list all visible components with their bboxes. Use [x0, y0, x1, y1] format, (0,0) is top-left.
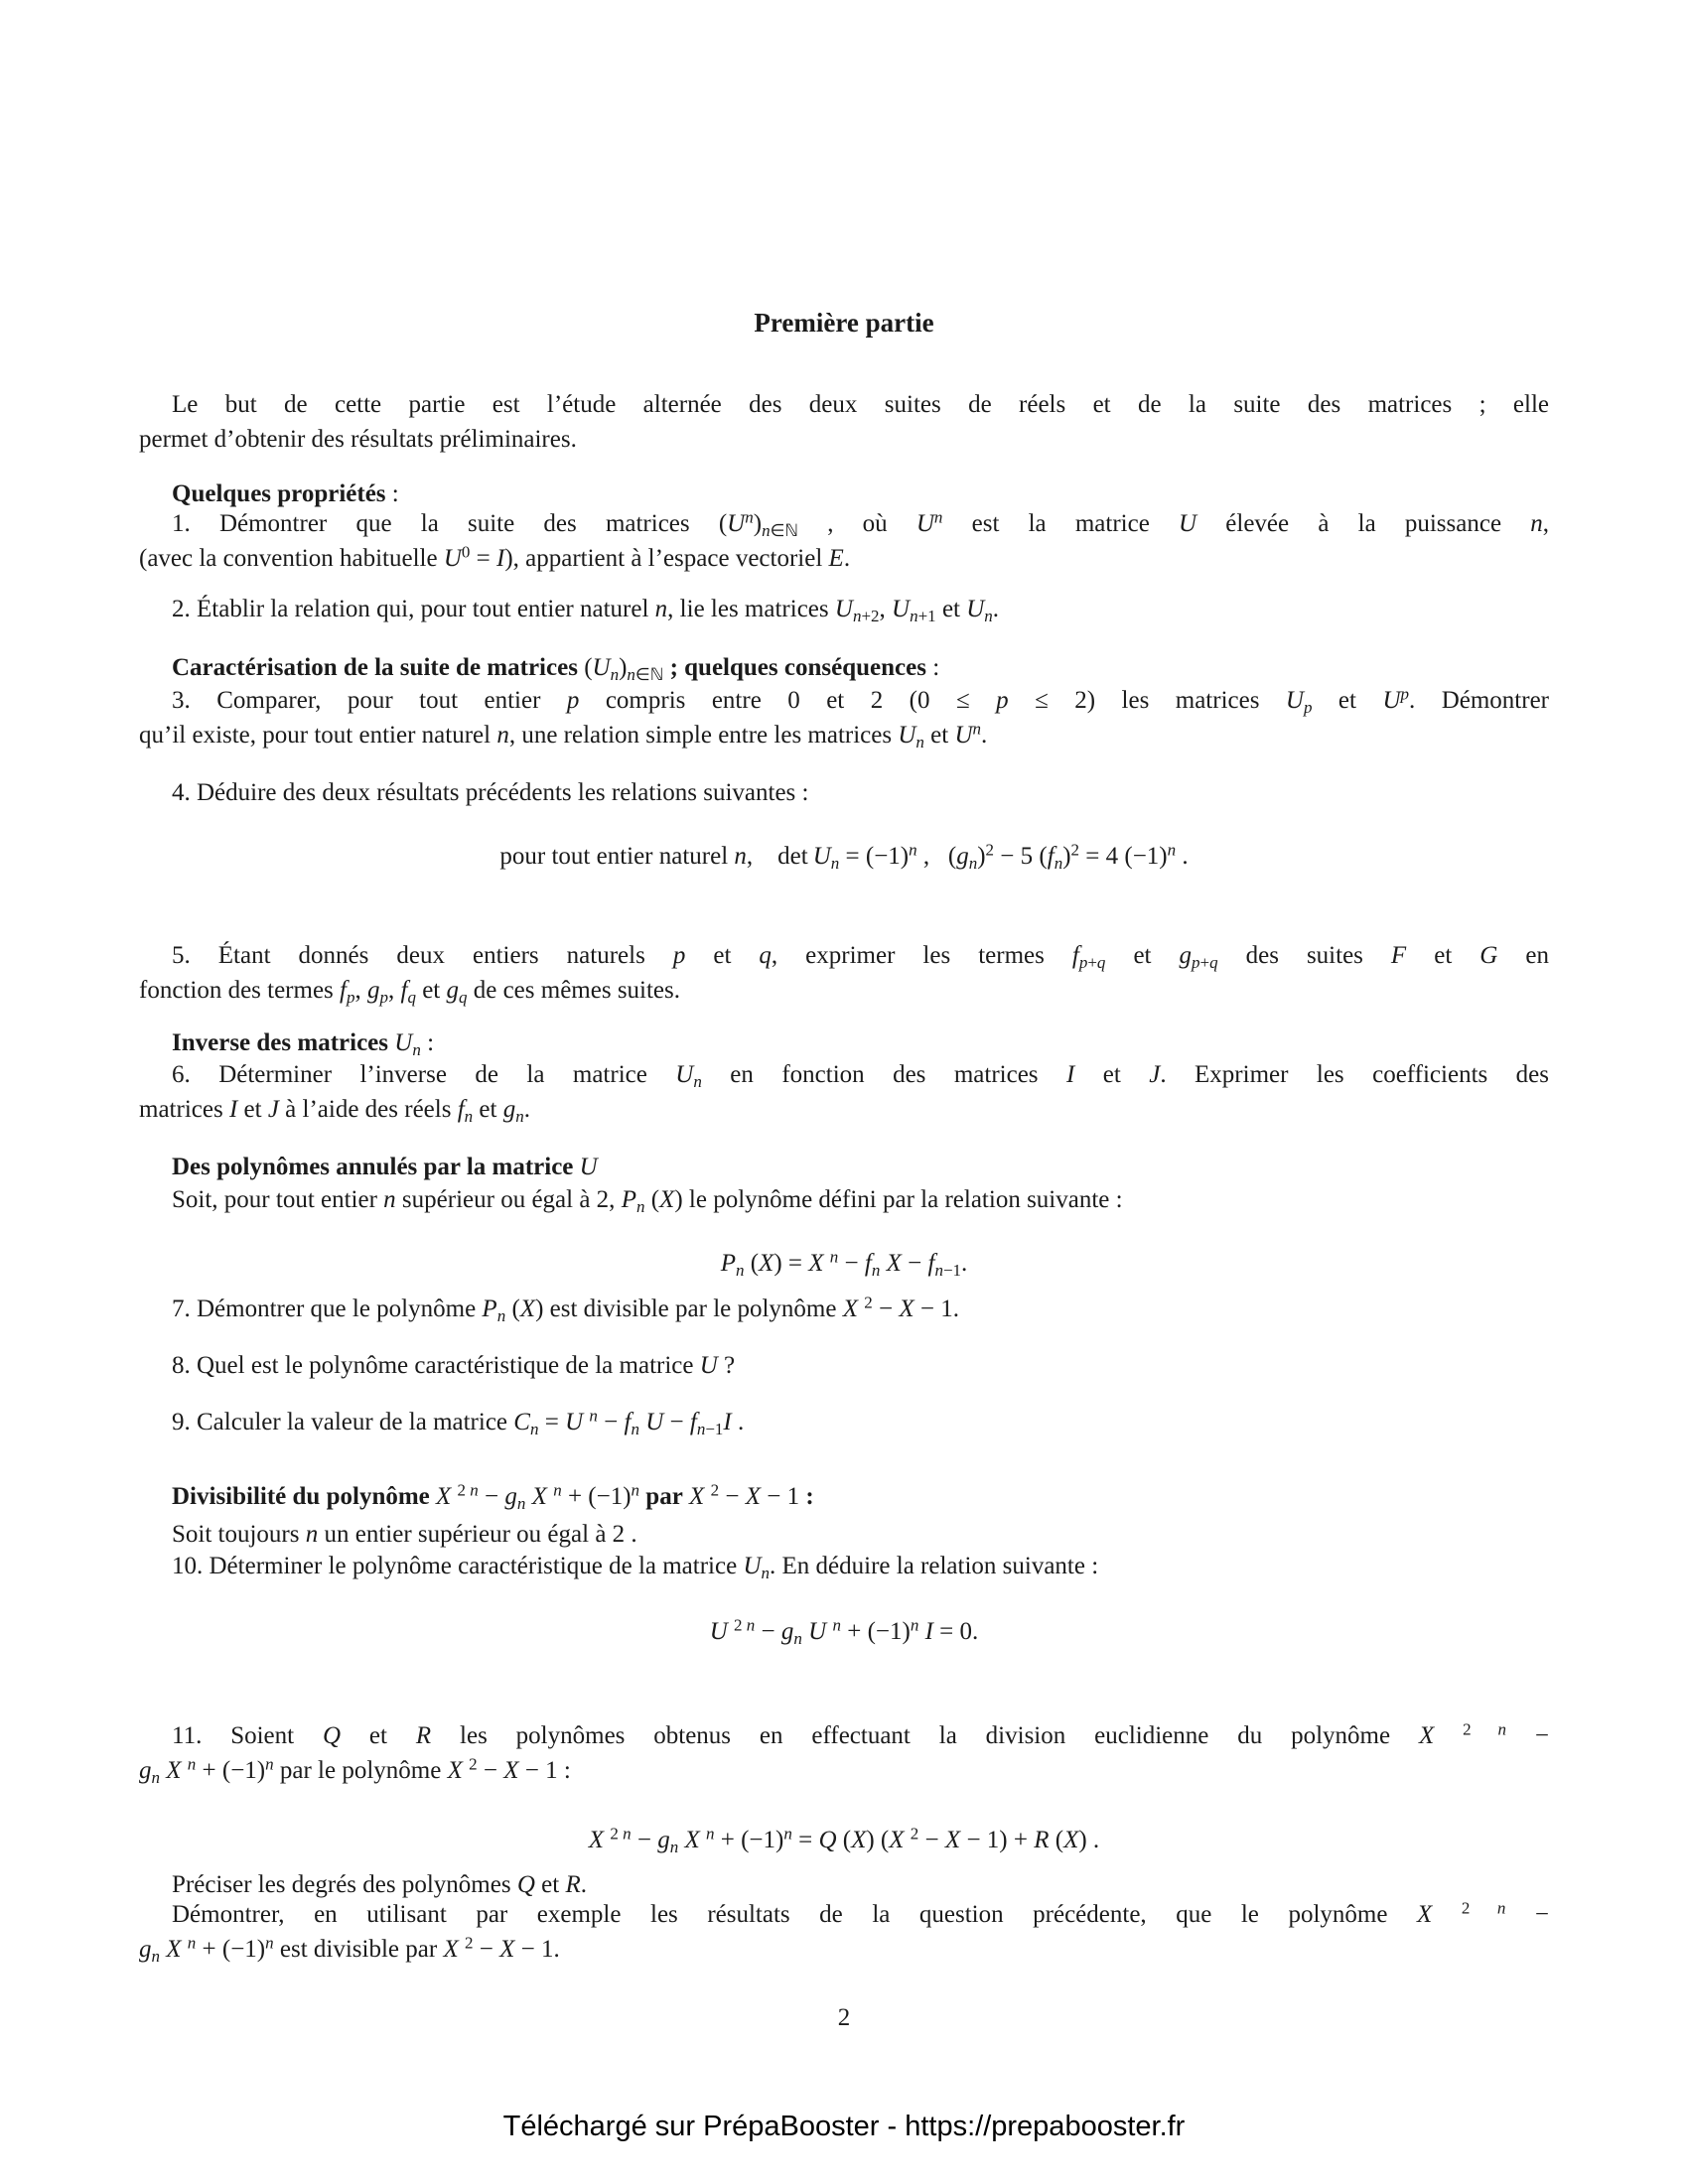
- equation-pn: $P_n$ (X) = X $^n - f_n$ $X - f_{n-1}$.: [720, 1247, 968, 1280]
- section-heading-inverse: [139, 1025, 1549, 1060]
- text-line: Quelques propriétés :: [172, 480, 399, 507]
- question-5: [139, 938, 1549, 1008]
- text-line: Soit toujours n un entier supérieur ou égal à 2 .: [172, 1521, 637, 1548]
- page-number: 2: [837, 2004, 851, 2031]
- document-title: Première partie: [754, 308, 934, 338]
- text-line: Soit, pour tout entier n supérieur ou égal à 2, $P_n$ (X) le polynôme défini par la relation suivante :: [172, 1186, 1123, 1216]
- text-line: 6. Déterminer l’inverse de la matrice $U_n$ en fonction des matrices I et J. Exprimer les coefficients des: [172, 1061, 1550, 1091]
- equation-un: U $^{2 n} - g_n$ U $^n + (-1)^n$ I = 0.: [709, 1615, 979, 1648]
- question-4: [139, 775, 1549, 810]
- section-heading-divisibilite: [139, 1479, 1549, 1514]
- text-line: Des polynômes annulés par la matrice U: [172, 1154, 598, 1180]
- text-line: 11. Soient Q et R les polynômes obtenus en effectuant la division euclidienne du polynôme X $^{2 n}$ −: [172, 1719, 1550, 1749]
- question-9: [139, 1405, 1549, 1439]
- equation-determinant: pour tout entier naturel n, $\det U_n = (-1)^n$ , $(g_n)^2 - 5$ $(f_n)^2 = 4$ $(-1)^n$ .: [499, 840, 1189, 873]
- text-line: 10. Déterminer le polynôme caractéristique de la matrice $U_n$. En déduire la relation suivante :: [172, 1553, 1099, 1582]
- section-heading-caracterisation: [139, 650, 1549, 685]
- question-6: [139, 1057, 1549, 1127]
- section-heading-polynomes: [139, 1150, 1549, 1184]
- text-line: Démontrer, en utilisant par exemple les résultats de la question précédente, que le polynôme X $^{2 n}$ −: [172, 1898, 1550, 1928]
- text-line: Inverse des matrices $U_n$ :: [172, 1029, 435, 1059]
- text-line: Divisibilité du polynôme X $^{2 n} - g_n$ X $^n + (-1)^n$ par X $^2$ − X − 1 :: [172, 1480, 814, 1513]
- text-line: (avec la convention habituelle $U^0 = I$), appartient à l’espace vectoriel E.: [139, 542, 851, 572]
- question-8: [139, 1348, 1549, 1383]
- text-line: 2. Établir la relation qui, pour tout entier naturel n, lie les matrices $U_{n+2}$, $U_{n+1}$ et $U_n$.: [172, 596, 1000, 625]
- text-line: Caractérisation de la suite de matrices $(U_n)_{n\in ℕ}$ ; quelques conséquences :: [172, 654, 940, 684]
- text-line: Le but de cette partie est l’étude alternée des deux suites de réels et de la suite des matrices ; elle: [172, 391, 1549, 418]
- footer-credit: Téléchargé sur PrépaBooster - https://prepabooster.fr: [502, 2111, 1186, 2142]
- text-line: permet d’obtenir des résultats préliminaires.: [139, 426, 577, 453]
- paragraph-demontrer: [139, 1897, 1549, 1967]
- text-line: $g_n$ X $^n + (-1)^n$ est divisible par X $^2$ − X − 1.: [139, 1933, 560, 1966]
- text-line: 1. Démontrer que la suite des matrices $(U^n)_{n\in ℕ}$ , où $U^n$ est la matrice U élevée à la puissance n,: [172, 507, 1550, 540]
- paragraph-soit-pn: [139, 1182, 1549, 1217]
- question-10: [139, 1549, 1549, 1583]
- question-3: [139, 683, 1549, 752]
- text-line: matrices I et J à l’aide des réels $f_n$ et $g_n$.: [139, 1096, 530, 1126]
- equation-xn: X $^{2 n} - g_n$ X $^n + (-1)^n = Q$ (X) (X $^2$ − X − 1) + R (X) .: [588, 1824, 1100, 1856]
- text-line: 7. Démontrer que le polynôme $P_n$ (X) est divisible par le polynôme X $^2$ − X − 1.: [172, 1293, 959, 1325]
- question-11: [139, 1718, 1549, 1788]
- text-line: 8. Quel est le polynôme caractéristique de la matrice U ?: [172, 1352, 736, 1379]
- text-line: fonction des termes $f_p$, $g_p$, $f_q$ et $g_q$ de ces mêmes suites.: [139, 977, 681, 1007]
- text-line: 4. Déduire des deux résultats précédents les relations suivantes :: [172, 779, 809, 806]
- paragraph-soit-toujours: [139, 1517, 1549, 1552]
- text-line: Préciser les degrés des polynômes Q et R.: [172, 1871, 587, 1898]
- text-line: 9. Calculer la valeur de la matrice $C_n = U$ $^n - f_n$ $U - f_{n-1}I$ .: [172, 1406, 745, 1438]
- question-1: [139, 506, 1549, 576]
- question-7: [139, 1292, 1549, 1326]
- text-line: $g_n$ X $^n + (-1)^n$ par le polynôme X $^2$ − X − 1 :: [139, 1754, 571, 1787]
- text-line: 3. Comparer, pour tout entier p compris entre 0 et 2 (0 ≤ p ≤ 2) les matrices $U_p$ et $U^p$. Démontrer: [172, 684, 1549, 717]
- question-2: [139, 592, 1549, 626]
- intro-paragraph: [139, 387, 1549, 457]
- text-line: qu’il existe, pour tout entier naturel n, une relation simple entre les matrices $U_n$ et $U^n$.: [139, 719, 988, 751]
- text-line: 5. Étant donnés deux entiers naturels p et q, exprimer les termes $f_{p+q}$ et $g_{p+q}$ des suites F et G en: [172, 942, 1549, 972]
